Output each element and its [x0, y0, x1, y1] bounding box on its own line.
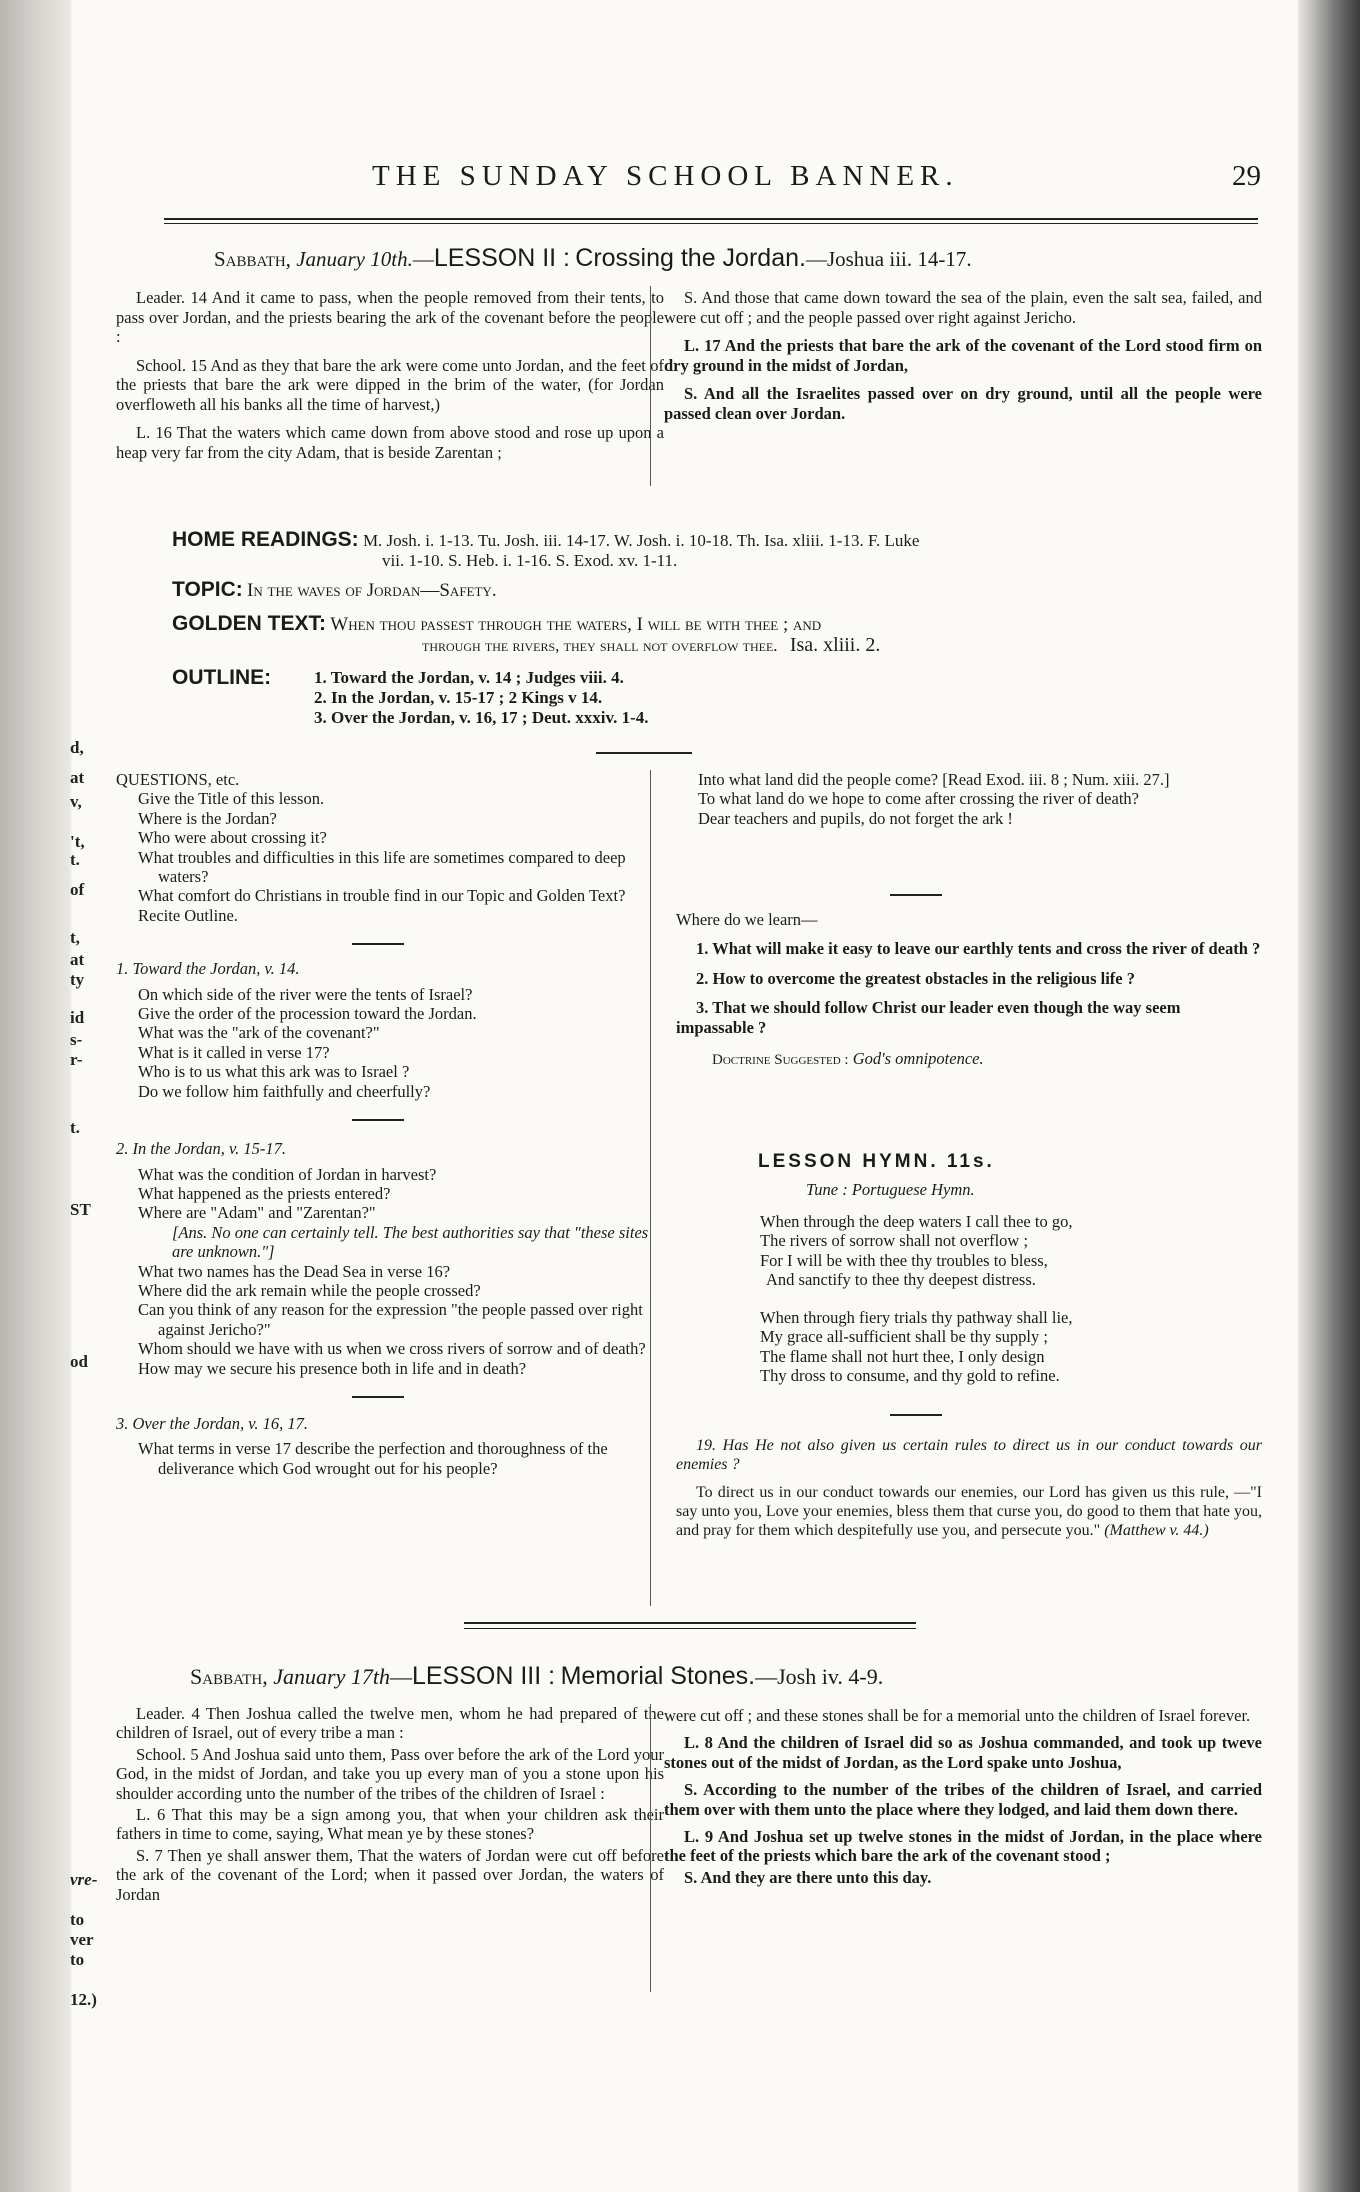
questions-right-column: Into what land did the people come? [Read Exod. iii. 8 ; Num. xiii. 27.] To what land do we hope to come after crossing the river of death? Dear teachers and pupils, do not forget the ark !	[698, 770, 1170, 828]
margin-fragment: r-	[70, 1050, 83, 1069]
section-rule	[890, 1414, 942, 1416]
verse-15: School. 15 And as they that bare the ark were come unto Jordan, and the feet of the priests that bare the ark were dipped in the brim of the water, (for Jordan overfloweth all his banks all the time of harvest,)	[116, 355, 664, 414]
section-rule	[890, 894, 942, 896]
section-3-title: 3. Over the Jordan, v. 16, 17.	[116, 1413, 308, 1433]
topic: TOPIC: In the waves of Jordan—Safety.	[172, 578, 497, 601]
verse-14: Leader. 14 And it came to pass, when the people removed from their tents, to pass over Jordan, and the priests bearing the ark of the covenant before the people :	[116, 288, 664, 346]
margin-fragment: t.	[70, 850, 80, 869]
lesson3-right-column	[664, 1706, 1262, 1889]
verse-8-response: S. According to the number of the tribes of the children of Israel, and carried them over with them unto the place where they lodged, and laid them down there.	[664, 1780, 1262, 1819]
lesson2-right-column	[664, 288, 1262, 432]
verse-5: School. 5 And Joshua said unto them, Pass over before the ark of the Lord your God, in the midst of Jordan, and take you up every man of you a stone upon his shoulder according unto the number of the tribes of the children of Israel :	[116, 1744, 664, 1803]
verse-6: L. 6 That this may be a sign among you, that when your children ask their fathers in time to come, saying, What mean ye by these stones?	[116, 1805, 664, 1844]
lesson2-left-column	[116, 288, 664, 471]
verse-17: L. 17 And the priests that bare the ark of the covenant of the Lord stood firm on dry ground in the midst of Jordan,	[664, 336, 1262, 375]
margin-fragment: id	[70, 1008, 85, 1027]
section-1-title: 1. Toward the Jordan, v. 14.	[116, 959, 300, 979]
margin-fragment: of	[70, 880, 85, 899]
outline-item: 3. Over the Jordan, v. 16, 17 ; Deut. xxxiv. 1-4.	[314, 708, 649, 727]
questions-left-column: QUESTIONS, etc. Give the Title of this lesson. Where is the Jordan? Who were about crossing it? What troubles and difficulties in this life are sometimes compared to deep waters? What comfort do Christians in trouble find in our Topic and Golden Text? Recite Outline. 1. Toward the Jordan, v. 14. On which side of the river were the tents of Israel? Give the order of the procession toward the Jordan. What was the "ark of the covenant?" What is it called in verse 17? Who is to us what this ark was to Israel ? Do we follow him faithfully and cheerfully? 2. In the Jordan, v. 15-17. What was the condition of Jordan in harvest? What happened as the priests entered? Where are "Adam" and "Zarentan?" [Ans. No one can certainly tell. The best authorities say that "these sites are unknown."] What two names has the Dead Sea in verse 16? Where did the ark remain while the people crossed? Can you think of any reason for the expression "the people passed over right against Jericho?" Whom should we have with us when we cross rivers of sorrow and of death? How may we secure his presence both in life and in death? 3. Over the Jordan, v. 16, 17. What terms in verse 17 describe the perfection and thoroughness of the deliverance which God wrought out for his people?	[116, 770, 664, 1478]
section-2-title: 2. In the Jordan, v. 15-17.	[116, 1139, 287, 1159]
hymn-verse-2: When through fiery trials thy pathway shall lie, My grace all-sufficient shall be thy supply ; The flame shall not hurt thee, I only design Thy dross to consume, and thy gold to refine.	[760, 1308, 1073, 1386]
verse-17-response: S. And all the Israelites passed over on dry ground, until all the people were passed clean over Jordan.	[664, 384, 1262, 423]
margin-fragment: ST	[70, 1200, 91, 1219]
hymn-verse-1: When through the deep waters I call thee to go, The rivers of sorrow shall not overflow ; For I will be with thee thy troubles to bless, And sanctify to thee thy deepest distress.	[760, 1212, 1073, 1290]
margin-fragment: to	[70, 1950, 85, 1969]
margin-fragment: t,	[70, 928, 80, 947]
margin-fragment: vre-	[70, 1870, 98, 1889]
binding-shadow	[1298, 0, 1360, 2192]
margin-fragment: t.	[70, 1118, 80, 1137]
header-rule	[164, 218, 1258, 220]
verse-16-response: S. And those that came down toward the sea of the plain, even the salt sea, failed, and were cut off ; and the people passed over right against Jericho.	[664, 288, 1262, 327]
page	[72, 0, 1298, 2192]
catechism: 19. Has He not also given us certain rules to direct us in our conduct towards our enemies ? To direct us in our conduct towards our enemies, our Lord has given us this rule, —"I say unto you, Love your enemies, bless them that curse you, do good to them that hate you, and pray for them which despitefully use you, and persecute you." (Matthew v. 44.)	[676, 1437, 1262, 1539]
lesson-separator-thin	[464, 1628, 916, 1629]
verse-9: L. 9 And Joshua set up twelve stones in the midst of Jordan, in the place where the feet of the priests which bare the ark of the covenant stood ;	[664, 1827, 1262, 1866]
verse-9-response: S. And they are there unto this day.	[684, 1867, 932, 1887]
column-divider	[650, 770, 651, 1606]
home-readings: HOME READINGS: M. Josh. i. 1-13. Tu. Josh. iii. 14-17. W. Josh. i. 10-18. Th. Isa. xliii. 1-13. F. Luke vii. 1-10. S. Heb. i. 1-16. S. Exod. xv. 1-11.	[172, 528, 920, 570]
verse-16: L. 16 That the waters which came down from above stood and rose up upon a heap very far from the city Adam, that is beside Zarentan ;	[116, 423, 664, 462]
margin-fragment: to	[70, 1910, 85, 1929]
golden-text: GOLDEN TEXT: When thou passest through the waters, I will be with thee ; and through the rivers, they shall not overflow thee. Isa. xliii. 2.	[172, 612, 881, 656]
margin-fragment: 12.)	[70, 1990, 97, 2009]
outline-item: 2. In the Jordan, v. 15-17 ; 2 Kings v 14.	[314, 688, 603, 707]
margin-fragment: ver	[70, 1930, 94, 1949]
section-rule	[596, 752, 692, 754]
margin-fragment: at	[70, 950, 85, 969]
outline-item: 1. Toward the Jordan, v. 14 ; Judges viii. 4.	[314, 668, 624, 687]
margin-fragment: d,	[70, 738, 84, 757]
lesson3-left-column	[116, 1704, 664, 1906]
margin-fragment: at	[70, 768, 85, 787]
where-we-learn: Where do we learn— 1. What will make it easy to leave our earthly tents and cross the river of death ? 2. How to overcome the greatest obstacles in the religious life ? 3. That we should follow Christ our leader even though the way seem impassable ? Doctrine Suggested : God's omnipotence.	[676, 910, 1261, 1069]
verse-4: Leader. 4 Then Joshua called the twelve men, whom he had prepared of the children of Israel, out of every tribe a man :	[116, 1704, 664, 1743]
lesson-separator	[464, 1622, 916, 1624]
margin-fragment: v,	[70, 792, 82, 811]
page-number: 29	[1232, 160, 1261, 192]
margin-fragment: od	[70, 1352, 88, 1371]
lesson3-title: Sabbath, January 17th—LESSON III : Memorial Stones.—Josh iv. 4-9.	[190, 1662, 884, 1690]
column-divider	[650, 286, 651, 486]
questions-heading: QUESTIONS, etc.	[116, 770, 240, 789]
lesson2-title: Sabbath, January 10th.—LESSON II : Crossing the Jordan.—Joshua iii. 14-17.	[214, 244, 972, 272]
verse-8: L. 8 And the children of Israel did so as Joshua commanded, and took up tweve stones out of the midst of Jordan, as the Lord spake unto Joshua,	[664, 1733, 1262, 1772]
running-header: THE SUNDAY SCHOOL BANNER.	[372, 160, 959, 192]
margin-fragment: 't,	[70, 832, 85, 851]
outline: OUTLINE: 1. Toward the Jordan, v. 14 ; Judges viii. 4. 2. In the Jordan, v. 15-17 ; 2 Kings v 14. 3. Over the Jordan, v. 16, 17 ; Deut. xxxiv. 1-4.	[172, 666, 649, 727]
verse-7-cont: were cut off ; and these stones shall be for a memorial unto the children of Israel forever.	[664, 1706, 1251, 1725]
margin-fragment: s-	[70, 1030, 83, 1049]
column-divider	[650, 1704, 651, 1992]
verse-7: S. 7 Then ye shall answer them, That the waters of Jordan were cut off before the ark of the covenant of the Lord; when it passed over Jordan, the waters of Jordan	[116, 1845, 664, 1904]
margin-fragment: ty	[70, 970, 85, 989]
header-rule-thin	[164, 223, 1258, 224]
hymn-title: LESSON HYMN. 11s.	[758, 1151, 995, 1172]
left-page-edge	[0, 0, 70, 2192]
hymn-tune: Tune : Portuguese Hymn.	[806, 1180, 975, 1199]
